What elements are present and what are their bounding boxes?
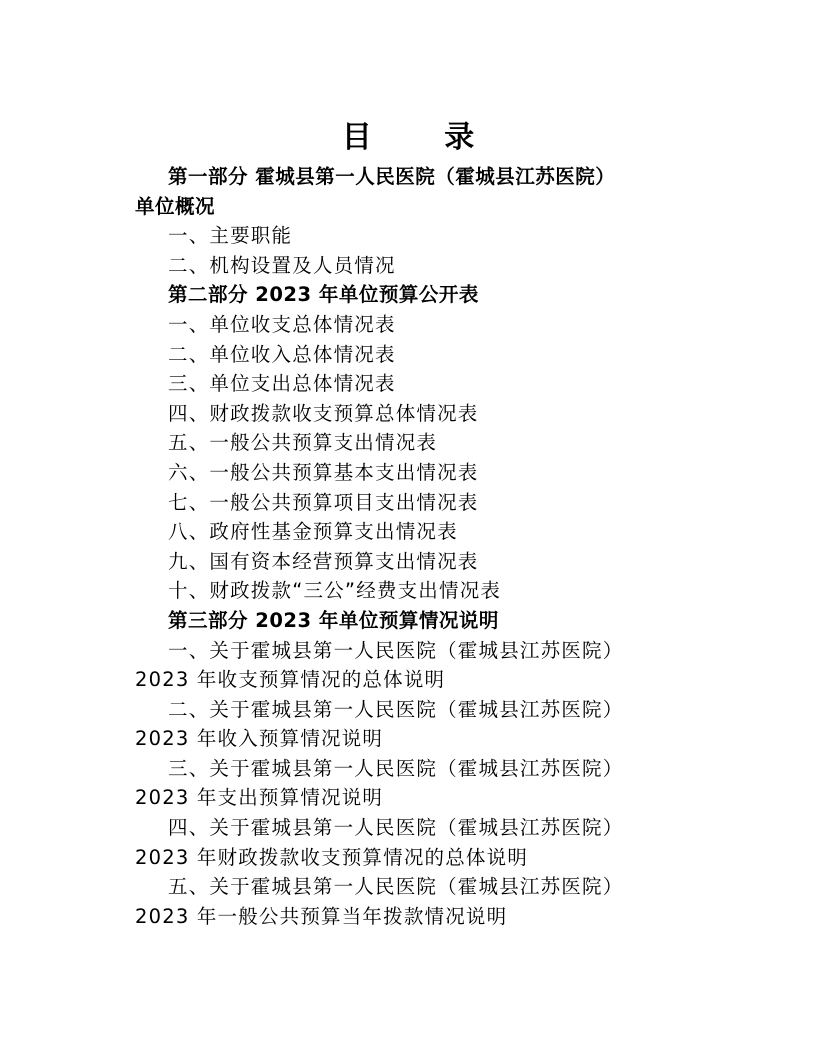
toc-part1-heading[interactable]: 第一部分 霍城县第一人民医院（霍城县江苏医院） <box>168 165 616 188</box>
table-of-contents <box>135 162 675 931</box>
toc-item[interactable]: 三、单位支出总体情况表 <box>168 372 396 396</box>
toc-item-cont[interactable]: 2023 年支出预算情况说明 <box>135 786 384 810</box>
title-char-2: 录 <box>444 120 475 155</box>
toc-item[interactable]: 一、关于霍城县第一人民医院（霍城县江苏医院） <box>168 638 624 662</box>
toc-item-cont[interactable]: 2023 年财政拨款收支预算情况的总体说明 <box>135 845 529 869</box>
toc-item[interactable]: 二、单位收入总体情况表 <box>168 342 396 366</box>
toc-item[interactable]: 九、国有资本经营预算支出情况表 <box>168 549 479 573</box>
toc-item[interactable]: 六、一般公共预算基本支出情况表 <box>168 460 479 484</box>
page-title <box>0 112 816 156</box>
toc-item[interactable]: 四、关于霍城县第一人民医院（霍城县江苏医院） <box>168 816 624 840</box>
toc-item-cont[interactable]: 2023 年一般公共预算当年拨款情况说明 <box>135 904 508 928</box>
toc-item-cont[interactable]: 2023 年收支预算情况的总体说明 <box>135 668 446 692</box>
toc-item[interactable]: 二、机构设置及人员情况 <box>168 253 396 277</box>
toc-item-cont[interactable]: 2023 年收入预算情况说明 <box>135 727 384 751</box>
toc-item[interactable]: 四、财政拨款收支预算总体情况表 <box>168 401 479 425</box>
toc-part2-heading[interactable]: 第二部分 2023 年单位预算公开表 <box>168 283 479 307</box>
toc-item[interactable]: 五、一般公共预算支出情况表 <box>168 431 438 455</box>
toc-item[interactable]: 一、主要职能 <box>168 224 293 248</box>
toc-item[interactable]: 二、关于霍城县第一人民医院（霍城县江苏医院） <box>168 697 624 721</box>
toc-part3-heading[interactable]: 第三部分 2023 年单位预算情况说明 <box>168 608 499 632</box>
toc-item[interactable]: 五、关于霍城县第一人民医院（霍城县江苏医院） <box>168 875 624 899</box>
toc-item[interactable]: 十、财政拨款“三公”经费支出情况表 <box>168 579 502 603</box>
toc-item[interactable]: 一、单位收支总体情况表 <box>168 312 396 336</box>
toc-item[interactable]: 八、政府性基金预算支出情况表 <box>168 520 458 544</box>
toc-item[interactable]: 三、关于霍城县第一人民医院（霍城县江苏医院） <box>168 756 624 780</box>
title-char-1: 目 <box>341 120 372 155</box>
toc-part1-heading-cont[interactable]: 单位概况 <box>135 194 216 218</box>
toc-item[interactable]: 七、一般公共预算项目支出情况表 <box>168 490 479 514</box>
